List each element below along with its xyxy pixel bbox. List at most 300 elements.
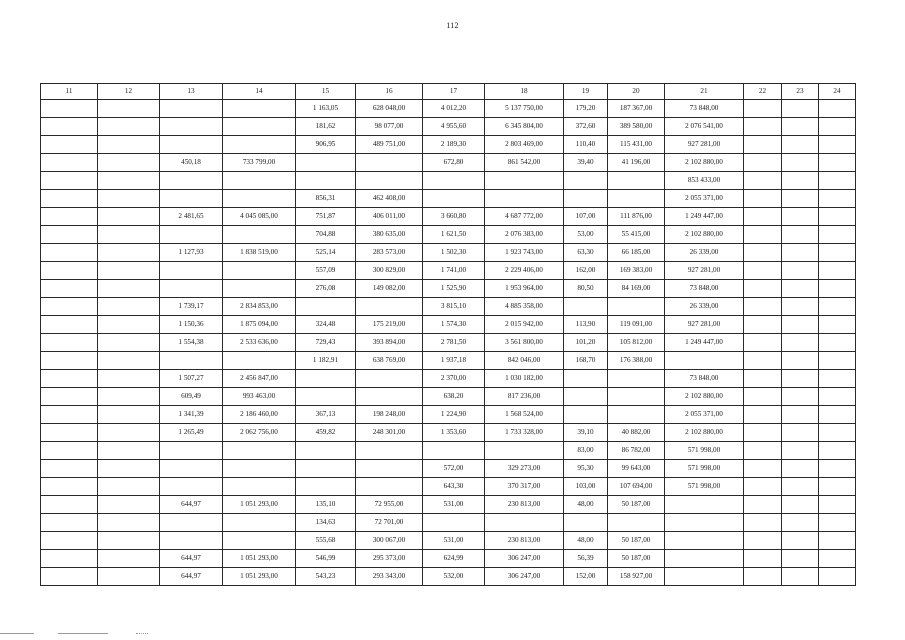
table-row: [41, 352, 856, 370]
table-cell: [423, 442, 485, 460]
table-cell: 1 249 447,00: [665, 334, 744, 352]
table-cell: 2 062 756,00: [223, 424, 296, 442]
table-cell: 531,00: [423, 496, 485, 514]
table-cell: [356, 298, 423, 316]
table-cell: 3 815,10: [423, 298, 485, 316]
table-cell: [564, 172, 608, 190]
table-cell: 98 077,00: [356, 118, 423, 136]
table-row: [41, 334, 856, 352]
table-cell: [160, 460, 223, 478]
table-cell: 1 150,36: [160, 316, 223, 334]
table-cell: [782, 262, 819, 280]
table-cell: [98, 388, 160, 406]
table-cell: [744, 424, 782, 442]
table-cell: [819, 154, 856, 172]
table-cell: [98, 442, 160, 460]
table-cell: [223, 514, 296, 532]
table-cell: 704,88: [296, 226, 356, 244]
table-cell: 638,20: [423, 388, 485, 406]
table-cell: 1 051 293,00: [223, 568, 296, 586]
table-cell: 63,30: [564, 244, 608, 262]
data-table: [40, 83, 856, 586]
table-cell: [819, 244, 856, 262]
table-cell: [296, 478, 356, 496]
table-cell: [296, 370, 356, 388]
table-cell: 1 525,90: [423, 280, 485, 298]
table-cell: [744, 352, 782, 370]
table-cell: [782, 496, 819, 514]
table-cell: [782, 334, 819, 352]
table-cell: [41, 208, 98, 226]
table-cell: 555,68: [296, 532, 356, 550]
table-cell: 2 229 406,00: [485, 262, 564, 280]
table-cell: [98, 154, 160, 172]
table-cell: [608, 514, 665, 532]
table-cell: 2 102 880,00: [665, 388, 744, 406]
table-cell: 248 301,00: [356, 424, 423, 442]
table-cell: [819, 370, 856, 388]
table-cell: 169 383,00: [608, 262, 665, 280]
table-cell: 283 573,00: [356, 244, 423, 262]
table-cell: [296, 460, 356, 478]
table-cell: [744, 244, 782, 262]
table-cell: [665, 568, 744, 586]
table-cell: [223, 100, 296, 118]
table-cell: 149 082,00: [356, 280, 423, 298]
table-cell: [296, 172, 356, 190]
table-cell: [744, 280, 782, 298]
table-cell: [819, 118, 856, 136]
table-cell: 729,43: [296, 334, 356, 352]
table-cell: 4 687 772,00: [485, 208, 564, 226]
table-cell: 380 635,00: [356, 226, 423, 244]
table-cell: 1 621,50: [423, 226, 485, 244]
table-cell: 99 643,00: [608, 460, 665, 478]
table-cell: 80,50: [564, 280, 608, 298]
table-cell: [41, 298, 98, 316]
table-cell: [744, 100, 782, 118]
table-cell: [98, 424, 160, 442]
table-cell: [744, 298, 782, 316]
table-cell: [160, 478, 223, 496]
table-row: [41, 388, 856, 406]
table-cell: [98, 190, 160, 208]
table-cell: [160, 532, 223, 550]
table-cell: 643,30: [423, 478, 485, 496]
table-cell: 73 848,00: [665, 370, 744, 388]
table-cell: 993 463,00: [223, 388, 296, 406]
table-cell: 531,00: [423, 532, 485, 550]
table-cell: [819, 406, 856, 424]
table-cell: [356, 388, 423, 406]
table-cell: [41, 118, 98, 136]
table-cell: [223, 460, 296, 478]
table-cell: 2 055 371,00: [665, 190, 744, 208]
table-cell: [41, 406, 98, 424]
table-cell: [782, 298, 819, 316]
table-cell: [98, 334, 160, 352]
table-cell: [223, 280, 296, 298]
table-cell: 187 367,00: [608, 100, 665, 118]
table-cell: [819, 424, 856, 442]
table-cell: [782, 388, 819, 406]
table-cell: [819, 478, 856, 496]
table-cell: 1 163,05: [296, 100, 356, 118]
table-cell: 3 660,80: [423, 208, 485, 226]
table-row: [41, 532, 856, 550]
table-row: [41, 190, 856, 208]
column-header: 22: [744, 84, 782, 100]
table-cell: [744, 334, 782, 352]
table-cell: [98, 568, 160, 586]
scan-edge-marks: [0, 633, 905, 637]
table-cell: 644,97: [160, 550, 223, 568]
table-cell: [98, 514, 160, 532]
table-cell: [41, 226, 98, 244]
table-cell: [41, 514, 98, 532]
table-cell: 4 012,20: [423, 100, 485, 118]
table-cell: 532,00: [423, 568, 485, 586]
table-cell: [744, 388, 782, 406]
table-cell: [98, 262, 160, 280]
table-cell: [98, 370, 160, 388]
table-cell: [744, 154, 782, 172]
table-row: [41, 442, 856, 460]
table-cell: 1 051 293,00: [223, 550, 296, 568]
table-cell: 644,97: [160, 496, 223, 514]
table-cell: 1 224,90: [423, 406, 485, 424]
table-cell: 1 739,17: [160, 298, 223, 316]
table-cell: [41, 496, 98, 514]
table-cell: 110,40: [564, 136, 608, 154]
table-cell: [160, 118, 223, 136]
table-cell: [782, 406, 819, 424]
table-cell: 644,97: [160, 568, 223, 586]
table-cell: 306 247,00: [485, 550, 564, 568]
table-cell: 367,13: [296, 406, 356, 424]
table-cell: [98, 208, 160, 226]
table-cell: 324,48: [296, 316, 356, 334]
table-cell: [98, 460, 160, 478]
table-cell: [782, 550, 819, 568]
table-cell: 53,00: [564, 226, 608, 244]
table-cell: [782, 424, 819, 442]
table-row: [41, 262, 856, 280]
table-cell: [485, 172, 564, 190]
table-cell: 628 048,00: [356, 100, 423, 118]
table-cell: 927 281,00: [665, 316, 744, 334]
table-cell: 306 247,00: [485, 568, 564, 586]
table-cell: [296, 154, 356, 172]
table-row: [41, 208, 856, 226]
table-cell: 113,90: [564, 316, 608, 334]
table-cell: [819, 532, 856, 550]
table-cell: [356, 478, 423, 496]
table-cell: [744, 478, 782, 496]
column-header: 17: [423, 84, 485, 100]
table-cell: [608, 298, 665, 316]
table-cell: [41, 190, 98, 208]
table-cell: [223, 442, 296, 460]
column-header: 19: [564, 84, 608, 100]
table-cell: 1 051 293,00: [223, 496, 296, 514]
table-cell: [782, 118, 819, 136]
table-row: [41, 298, 856, 316]
table-cell: [744, 496, 782, 514]
table-cell: 2 834 853,00: [223, 298, 296, 316]
table-cell: 571 998,00: [665, 442, 744, 460]
table-row: [41, 154, 856, 172]
column-header: 20: [608, 84, 665, 100]
table-cell: 134,63: [296, 514, 356, 532]
table-cell: [819, 352, 856, 370]
table-cell: 107 694,00: [608, 478, 665, 496]
table-cell: 543,23: [296, 568, 356, 586]
table-row: [41, 514, 856, 532]
table-cell: 856,31: [296, 190, 356, 208]
table-cell: [41, 388, 98, 406]
table-cell: 462 408,00: [356, 190, 423, 208]
table-row: [41, 100, 856, 118]
table-cell: 295 373,00: [356, 550, 423, 568]
table-cell: 571 998,00: [665, 460, 744, 478]
table-cell: 84 169,00: [608, 280, 665, 298]
table-cell: [41, 244, 98, 262]
column-header: 18: [485, 84, 564, 100]
table-cell: 1 574,30: [423, 316, 485, 334]
table-cell: [98, 280, 160, 298]
table-cell: 1 875 094,00: [223, 316, 296, 334]
table-cell: 1 502,30: [423, 244, 485, 262]
table-cell: [98, 298, 160, 316]
table-cell: 2 076 383,00: [485, 226, 564, 244]
column-header: 14: [223, 84, 296, 100]
table-cell: [744, 460, 782, 478]
table-cell: [744, 118, 782, 136]
table-cell: [782, 370, 819, 388]
table-cell: 2 481,65: [160, 208, 223, 226]
table-cell: [223, 172, 296, 190]
table-cell: [665, 352, 744, 370]
table-cell: [223, 532, 296, 550]
table-cell: 48,00: [564, 496, 608, 514]
table-cell: [782, 100, 819, 118]
table-cell: [296, 298, 356, 316]
table-row: [41, 406, 856, 424]
table-cell: [98, 136, 160, 154]
table-cell: 733 799,00: [223, 154, 296, 172]
table-cell: 41 196,00: [608, 154, 665, 172]
table-cell: [819, 334, 856, 352]
table-cell: [485, 442, 564, 460]
scan-mark: [58, 633, 108, 634]
table-cell: 26 339,00: [665, 244, 744, 262]
table-cell: 4 885 358,00: [485, 298, 564, 316]
table-cell: [485, 190, 564, 208]
table-cell: 1 182,91: [296, 352, 356, 370]
table-cell: 1 568 524,00: [485, 406, 564, 424]
table-row: [41, 370, 856, 388]
table-cell: [782, 442, 819, 460]
table-cell: [608, 190, 665, 208]
table-cell: 1 127,93: [160, 244, 223, 262]
table-cell: 1 937,18: [423, 352, 485, 370]
table-cell: [41, 316, 98, 334]
table-cell: 198 248,00: [356, 406, 423, 424]
table-cell: [160, 100, 223, 118]
table-cell: [564, 298, 608, 316]
table-cell: [41, 154, 98, 172]
table-cell: 162,00: [564, 262, 608, 280]
table-cell: 300 829,00: [356, 262, 423, 280]
table-cell: 135,10: [296, 496, 356, 514]
table-cell: [41, 370, 98, 388]
table-cell: 176 388,00: [608, 352, 665, 370]
table-cell: 293 343,00: [356, 568, 423, 586]
table-cell: [744, 190, 782, 208]
table-cell: 72 955,00: [356, 496, 423, 514]
table-cell: 50 187,00: [608, 550, 665, 568]
table-cell: 1 733 328,00: [485, 424, 564, 442]
table-cell: 572,00: [423, 460, 485, 478]
table-cell: [160, 136, 223, 154]
table-cell: [819, 316, 856, 334]
column-header: 24: [819, 84, 856, 100]
table-cell: 638 769,00: [356, 352, 423, 370]
table-cell: 571 998,00: [665, 478, 744, 496]
table-cell: [564, 190, 608, 208]
table-cell: 181,62: [296, 118, 356, 136]
table-cell: [98, 100, 160, 118]
table-cell: [608, 388, 665, 406]
table-cell: [819, 226, 856, 244]
table-cell: 2 102 880,00: [665, 154, 744, 172]
table-cell: [41, 172, 98, 190]
table-cell: 6 345 804,00: [485, 118, 564, 136]
table-cell: 2 102 880,00: [665, 226, 744, 244]
table-body: [41, 100, 856, 586]
column-header: 12: [98, 84, 160, 100]
table-cell: [356, 172, 423, 190]
table-cell: [160, 262, 223, 280]
table-cell: [744, 370, 782, 388]
table-row: [41, 478, 856, 496]
table-cell: [98, 118, 160, 136]
table-cell: [782, 244, 819, 262]
table-cell: 168,70: [564, 352, 608, 370]
table-cell: [782, 136, 819, 154]
table-cell: 672,80: [423, 154, 485, 172]
table-row: [41, 550, 856, 568]
table-cell: [160, 226, 223, 244]
table-cell: [356, 442, 423, 460]
table-cell: 73 848,00: [665, 100, 744, 118]
table-cell: 861 542,00: [485, 154, 564, 172]
table-cell: 86 782,00: [608, 442, 665, 460]
table-cell: 66 185,00: [608, 244, 665, 262]
scan-mark: [0, 633, 34, 634]
table-cell: [41, 424, 98, 442]
table-cell: [223, 262, 296, 280]
table-row: [41, 172, 856, 190]
table-cell: [41, 280, 98, 298]
table-cell: [41, 136, 98, 154]
table-cell: 230 813,00: [485, 532, 564, 550]
table-cell: [564, 370, 608, 388]
table-cell: [744, 514, 782, 532]
table-cell: [819, 208, 856, 226]
column-header: 21: [665, 84, 744, 100]
table-cell: 557,09: [296, 262, 356, 280]
table-cell: [744, 226, 782, 244]
table-cell: [608, 370, 665, 388]
table-cell: 393 894,00: [356, 334, 423, 352]
table-cell: [98, 406, 160, 424]
table-cell: [744, 568, 782, 586]
table-cell: [98, 478, 160, 496]
table-cell: 48,00: [564, 532, 608, 550]
table-cell: [98, 496, 160, 514]
table-cell: [782, 478, 819, 496]
table-row: [41, 568, 856, 586]
table-cell: [296, 442, 356, 460]
table-cell: [782, 190, 819, 208]
table-cell: 2 102 880,00: [665, 424, 744, 442]
table-cell: [564, 514, 608, 532]
table-cell: [41, 442, 98, 460]
table-cell: [744, 172, 782, 190]
table-cell: 1 353,60: [423, 424, 485, 442]
table-cell: 1 741,00: [423, 262, 485, 280]
table-cell: [564, 388, 608, 406]
table-cell: 111 876,00: [608, 208, 665, 226]
table-cell: 158 927,00: [608, 568, 665, 586]
header-row: [41, 84, 856, 100]
table-cell: 72 701,00: [356, 514, 423, 532]
table-cell: 2 015 942,00: [485, 316, 564, 334]
table-cell: [485, 514, 564, 532]
table-cell: [41, 568, 98, 586]
table-cell: 276,08: [296, 280, 356, 298]
table-cell: [744, 442, 782, 460]
table-cell: [608, 172, 665, 190]
table-cell: [41, 262, 98, 280]
table-row: [41, 118, 856, 136]
table-cell: [98, 226, 160, 244]
table-cell: [782, 280, 819, 298]
table-cell: [819, 100, 856, 118]
table-cell: [41, 460, 98, 478]
table-row: [41, 136, 856, 154]
table-row: [41, 244, 856, 262]
table-cell: [782, 226, 819, 244]
table-cell: 624,99: [423, 550, 485, 568]
table-cell: 546,99: [296, 550, 356, 568]
table-cell: 3 561 800,00: [485, 334, 564, 352]
table-cell: [819, 298, 856, 316]
table-cell: [665, 550, 744, 568]
table-cell: [819, 460, 856, 478]
table-row: [41, 496, 856, 514]
table-cell: 2 370,00: [423, 370, 485, 388]
table-cell: [819, 172, 856, 190]
table-row: [41, 280, 856, 298]
table-cell: 489 751,00: [356, 136, 423, 154]
table-cell: [160, 352, 223, 370]
table-cell: 389 580,00: [608, 118, 665, 136]
page-number: 112: [446, 21, 459, 30]
column-header: 23: [782, 84, 819, 100]
